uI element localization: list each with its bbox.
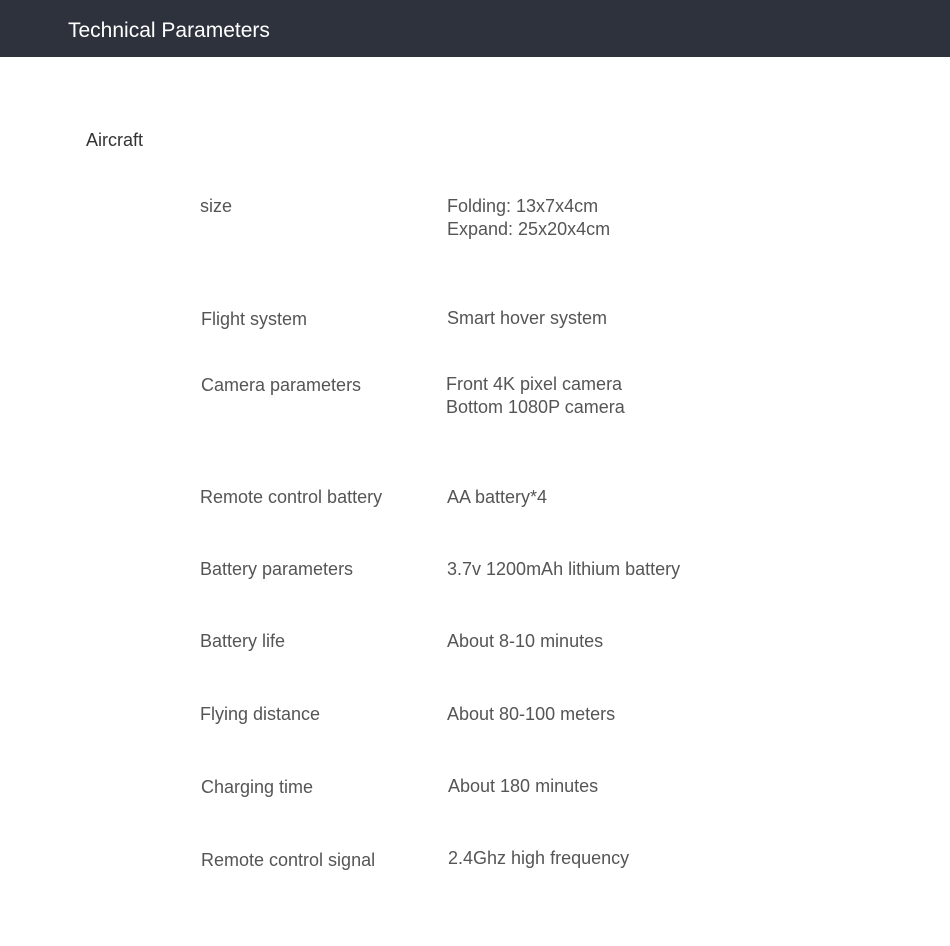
spec-value-line: Front 4K pixel camera	[446, 374, 623, 394]
spec-value	[447, 486, 547, 509]
spec-value	[447, 195, 610, 241]
header-bar	[0, 0, 950, 57]
spec-value	[448, 775, 598, 798]
spec-label: size	[200, 196, 233, 216]
spec-label: Remote control signal	[201, 850, 376, 870]
spec-value	[448, 847, 629, 870]
spec-value-line: Expand: 25x20x4cm	[447, 219, 611, 239]
spec-value-line: About 8-10 minutes	[447, 631, 604, 651]
spec-value-line: AA battery*4	[447, 487, 548, 507]
spec-value-line: About 80-100 meters	[447, 704, 616, 724]
spec-value-line: 3.7v 1200mAh lithium battery	[447, 559, 681, 579]
section-title-aircraft: Aircraft	[86, 130, 144, 150]
spec-label: Battery life	[200, 631, 286, 651]
spec-label: Battery parameters	[200, 559, 354, 579]
spec-value-line: Smart hover system	[447, 308, 608, 328]
spec-value-line: Folding: 13x7x4cm	[447, 196, 599, 216]
spec-value	[447, 558, 680, 581]
spec-label: Flying distance	[200, 704, 321, 724]
spec-label: Remote control battery	[200, 487, 383, 507]
spec-value	[447, 630, 603, 653]
spec-value	[446, 373, 625, 419]
page-title: Technical Parameters	[68, 19, 270, 42]
spec-value-line: Bottom 1080P camera	[446, 397, 625, 417]
spec-value-line: About 180 minutes	[448, 776, 599, 796]
spec-value-line: 2.4Ghz high frequency	[448, 848, 630, 868]
spec-value	[447, 307, 607, 330]
spec-label: Charging time	[201, 777, 314, 797]
spec-label: Flight system	[201, 309, 308, 329]
spec-label: Camera parameters	[201, 375, 362, 395]
spec-value	[447, 703, 615, 726]
